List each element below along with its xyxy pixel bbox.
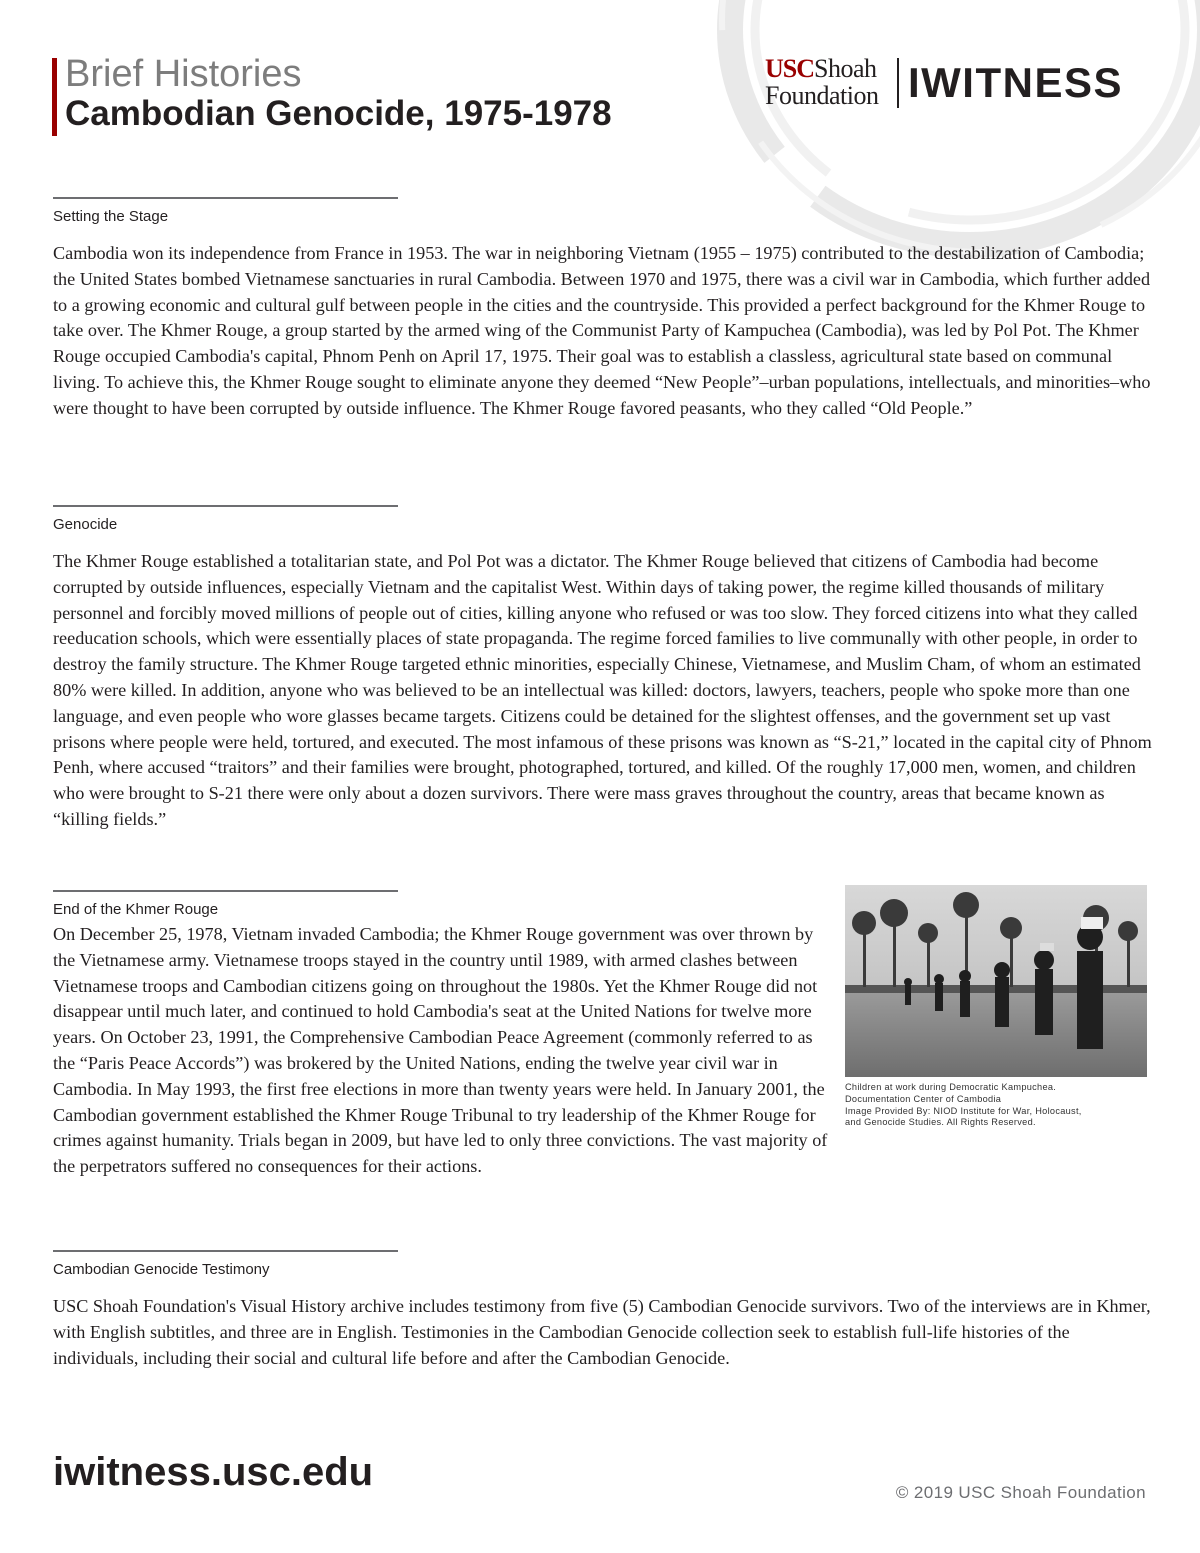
logo-divider — [897, 58, 899, 108]
caption-line: Documentation Center of Cambodia — [845, 1093, 1002, 1104]
section-genocide — [53, 505, 1153, 833]
iwitness-logo: IWITNESS — [908, 59, 1124, 106]
caption-line: Image Provided By: NIOD Institute for War, Holocaust, — [845, 1105, 1082, 1116]
shoah-wordmark: Shoah — [814, 54, 877, 83]
section-divider — [53, 505, 398, 507]
section-divider — [53, 197, 398, 199]
section-heading: Setting the Stage — [53, 208, 169, 225]
section-body: USC Shoah Foundation's Visual History archive includes testimony from five (5) Cambodian Genocide survivors. Two of the interviews are in Khmer, with English subtitles, and three are in English. Testimonies in the Cambodian Genocide collection seek to establish full-life histories of the individuals, including their social and cultural life before and after the Cambodian Genocide. — [53, 1296, 1151, 1368]
usc-wordmark: USC — [765, 54, 815, 83]
historical-photo-figure — [845, 885, 1147, 1129]
section-heading: Genocide — [53, 516, 118, 533]
section-body: The Khmer Rouge established a totalitarian state, and Pol Pot was a dictator. The Khmer Rouge believed that citizens of Cambodia had become corrupted by outside influences, especially Vietnam and the capitalist West. Within days of taking power, the regime killed thousands of military personnel and forcibly moved millions of people out of cities, killing anyone who refused or was too slow. They forced citizens into what they called reeducation schools, which were essentially places of state propaganda. The regime forced families to live communally with other people, in order to destroy the family structure. The Khmer Rouge targeted ethnic minorities, especially Chinese, Vietnamese, and Muslim Cham, of whom an estimated 80% were killed. In addition, anyone who was believed to be an intellectual was killed: doctors, lawyers, teachers, people who spoke more than one language, and even people who wore glasses became targets. Citizens could be detained for the slightest offenses, and the government set up vast prisons where people were held, tortured, and executed. The most infamous of these prisons was known as “S-21,” located in the capital city of Phnom Penh, where accused “traitors” and their families were brought, photographed, tortured, and killed. Of the roughly 17,000 men, women, and children who were brought to S-21 there were only about a dozen survivors. There were mass graves throughout the country, areas that became known as “killing fields.” — [53, 551, 1152, 829]
caption-line: Children at work during Democratic Kampuchea. — [845, 1082, 1057, 1092]
section-body: Cambodia won its independence from France in 1953. The war in neighboring Vietnam (1955 – 1975) contributed to the destabilization of Cambodia; the United States bombed Vietnamese sanctuaries in rural Cambodia. Between 1970 and 1975, there was a civil war in Cambodia, which further added to a growing economic and cultural gulf between people in the cities and the countryside. This provided a perfect background for the Khmer Rouge to take over. The Khmer Rouge, a group started by the armed wing of the Communist Party of Kampuchea (Cambodia), was led by Pol Pot. The Khmer Rouge occupied Cambodia's capital, Phnom Penh on April 17, 1975. Their goal was to establish a classless, agricultural state based on communal living. To achieve this, the Khmer Rouge sought to eliminate anyone they deemed “New People”–urban populations, intellectuals, and minorities–who were thought to have been corrupted by outside influence. The Khmer Rouge favored peasants, who they called “Old People.” — [53, 243, 1151, 418]
section-testimony — [53, 1250, 1153, 1371]
page-title: Cambodian Genocide, 1975-1978 — [65, 94, 612, 133]
title-accent-bar — [52, 58, 57, 136]
copyright-notice: © 2019 USC Shoah Foundation — [895, 1483, 1146, 1502]
usc-shoah-foundation-logo — [765, 56, 890, 110]
foundation-wordmark: Foundation — [765, 81, 879, 110]
photo-caption — [845, 1082, 1147, 1129]
section-divider — [53, 1250, 398, 1252]
section-divider — [53, 890, 398, 892]
page-header — [52, 52, 612, 134]
caption-line: and Genocide Studies. All Rights Reserved. — [845, 1117, 1036, 1128]
section-setting-the-stage — [53, 197, 1153, 422]
section-heading: Cambodian Genocide Testimony — [53, 1261, 270, 1278]
children-at-work-photo — [845, 885, 1147, 1077]
series-title: Brief Histories — [65, 53, 302, 95]
section-heading: End of the Khmer Rouge — [53, 901, 219, 918]
footer-url: iwitness.usc.edu — [53, 1450, 374, 1494]
section-body: On December 25, 1978, Vietnam invaded Cambodia; the Khmer Rouge government was over thrown by the Vietnamese army. Vietnamese troops stayed in the country until 1989, with armed clashes between Vietnamese troops and Cambodian citizens going on throughout the 1980s. Yet the Khmer Rouge did not disappear until much later, and continued to hold Cambodia's seat at the United Nations for twelve more years. On October 23, 1991, the Comprehensive Cambodian Peace Agreement (commonly referred to as the “Paris Peace Accords”) was brokered by the United Nations, ending the twelve year civil war in Cambodia. In May 1993, the first free elections in more than twenty years were held. In January 2001, the Cambodian government established the Khmer Rouge Tribunal to try leadership of the Khmer Rouge for crimes against humanity. Trials began in 2009, but have led to only three convictions. The vast majority of the perpetrators suffered no consequences for their actions. — [53, 924, 828, 1177]
